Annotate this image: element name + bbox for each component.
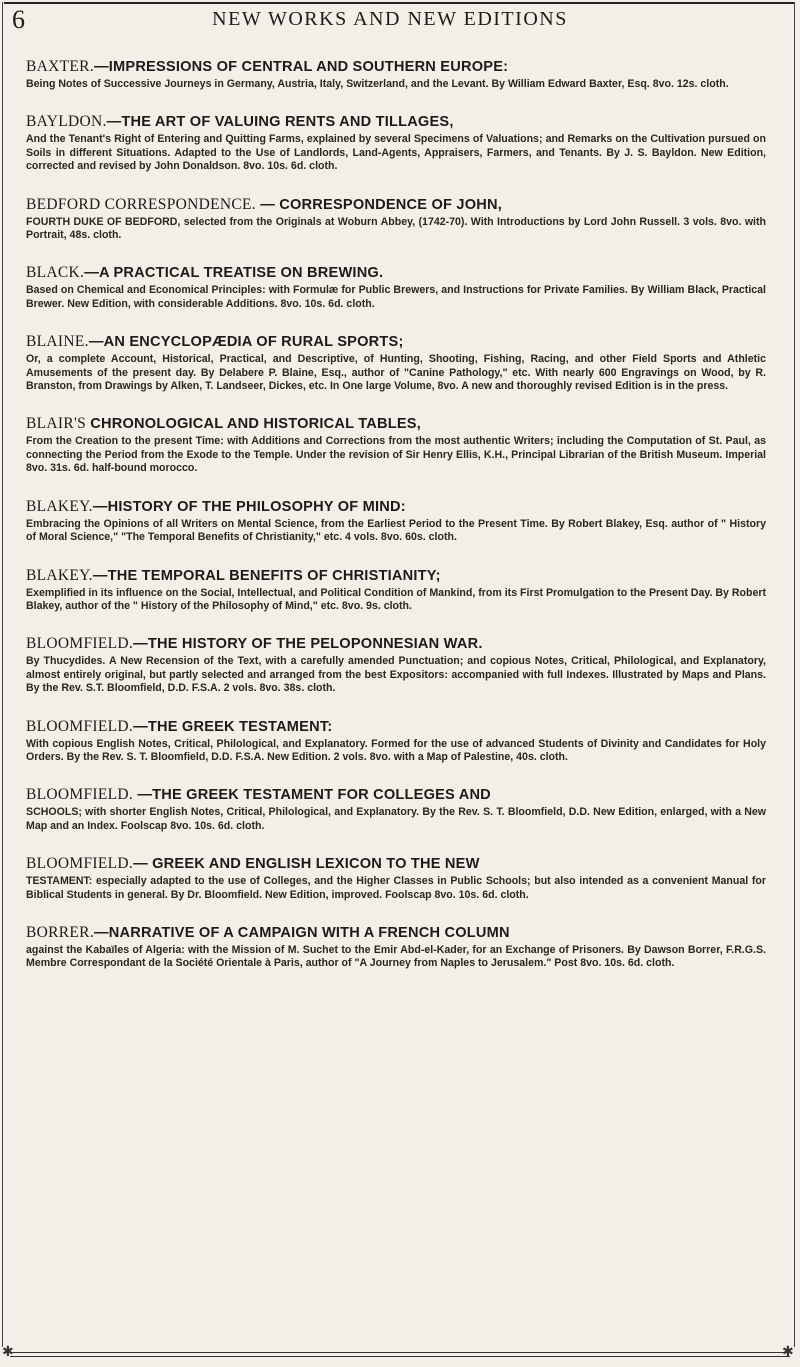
catalogue-entries <box>26 58 766 993</box>
entry-heading <box>26 718 766 736</box>
catalogue-entry <box>26 264 766 311</box>
entry-description: Based on Chemical and Economical Principles: with Formulæ for Public Brewers, and Instructions for Private Families. By William Black, Practical Brewer. New Edition, with considerable Additions. 8vo. 10s. 6d. cloth. <box>26 284 766 310</box>
catalogue-entry <box>26 567 766 614</box>
entry-heading <box>26 415 766 433</box>
entry-description: From the Creation to the present Time: with Additions and Corrections from the most authentic Writers; including the Computation of St. Paul, as connecting the Period from the Exode to the Temple. Under the revision of Sir Henry Ellis, K.H., Principal Librarian of the British Museum. Imperial 8vo. 31s. 6d. half-bound morocco. <box>26 435 766 475</box>
entry-author: BLAKEY. <box>26 497 93 515</box>
entry-title: — CORRESPONDENCE OF JOHN, <box>255 196 502 213</box>
entry-heading <box>26 113 766 131</box>
entry-heading <box>26 264 766 282</box>
entry-author: BAXTER. <box>26 58 94 75</box>
entry-author: BLOOMFIELD. <box>26 855 134 873</box>
page-header <box>0 2 800 36</box>
entry-description: FOURTH DUKE OF BEDFORD, selected from the Originals at Woburn Abbey, (1742-70). With Introductions by Lord John Russell. 3 vols. 8vo. with Portrait, 48s. cloth. <box>26 215 766 242</box>
entry-title: — GREEK AND ENGLISH LEXICON TO THE NEW <box>133 856 480 873</box>
entry-description: TESTAMENT: especially adapted to the use of Colleges, and the Higher Classes in Public Schools; but also intended as a convenient Manual for Biblical Students in general. By Dr. Bloomfield. New Edition, improved. Foolscap 8vo. 10s. 6d. cloth. <box>26 875 766 901</box>
entry-author: BLOOMFIELD. <box>26 717 134 735</box>
entry-author: BLACK. <box>26 264 85 282</box>
entry-description: Being Notes of Successive Journeys in Germany, Austria, Italy, Switzerland, and the Levant. By William Edward Baxter, Esq. 8vo. 12s. cloth. <box>26 78 729 90</box>
entry-heading <box>26 333 766 351</box>
entry-title: —THE TEMPORAL BENEFITS OF CHRISTIANITY; <box>92 567 441 584</box>
catalogue-entry <box>26 58 766 91</box>
right-ornament-icon: ✱ <box>782 1345 794 1360</box>
catalogue-entry <box>26 498 766 545</box>
entry-heading <box>26 855 766 873</box>
entry-description: Exemplified in its influence on the Social, Intellectual, and Political Condition of Mankind, from its First Promulgation to the Present Day. By Robert Blakey, author of the " History of the Philosophy of Mind," etc. 8vo. 9s. cloth. <box>26 586 766 612</box>
entry-author: BEDFORD CORRESPONDENCE. <box>26 195 256 213</box>
page-number: 6 <box>12 5 25 34</box>
catalogue-entry <box>26 635 766 695</box>
entry-description: With copious English Notes, Critical, Philological, and Explanatory. Formed for the use of advanced Students of Divinity and Candidates for Holy Orders. By the Rev. S. T. Bloomfield, D.D. F.S.A. New Edition. 2 vols. 8vo. with a Map of Palestine, 40s. cloth. <box>26 737 766 763</box>
left-margin-rule <box>2 2 3 1347</box>
entry-title: —A PRACTICAL TREATISE ON BREWING. <box>84 265 384 282</box>
catalogue-entry <box>26 113 766 173</box>
right-margin-rule <box>794 2 795 1347</box>
entry-description: By Thucydides. A New Recension of the Text, with a carefully amended Punctuation; and copious Notes, Critical, Philological, and Explanatory, almost entirely original, but partly selected and arranged from the best Expositors: accompanied with full Indexes. Illustrated by Maps and Plans. By the Rev. S.T. Bloomfield, D.D. F.S.A. 2 vols. 8vo. 38s. cloth. <box>26 655 766 695</box>
entry-author: BLAKEY. <box>26 566 93 584</box>
bottom-rule <box>10 1352 790 1357</box>
entry-title: —NARRATIVE OF A CAMPAIGN WITH A FRENCH COLUMN <box>94 924 510 941</box>
entry-title: CHRONOLOGICAL AND HISTORICAL TABLES, <box>86 416 421 433</box>
catalogue-entry <box>26 333 766 393</box>
entry-author: BLOOMFIELD. <box>26 786 134 804</box>
entry-title: —THE ART OF VALUING RENTS AND TILLAGES, <box>106 114 454 131</box>
catalogue-entry <box>26 786 766 833</box>
entry-author: BLOOMFIELD. <box>26 635 134 653</box>
entry-description: SCHOOLS; with shorter English Notes, Critical, Philological, and Explanatory. By the Rev. S. T. Bloomfield, D.D. New Edition, enlarged, with a New Map and an Index. Foolscap 8vo. 10s. 6d. cloth. <box>26 806 766 832</box>
catalogue-entry <box>26 196 766 243</box>
entry-heading <box>26 196 766 214</box>
entry-heading <box>26 567 766 585</box>
entry-author: BLAINE. <box>26 333 89 351</box>
entry-heading <box>26 58 766 76</box>
entry-heading <box>26 498 766 516</box>
entry-description: And the Tenant's Right of Entering and Quitting Farms, explained by several Specimens of Valuations; and Remarks on the Cultivation pursued on Soils in different Situations. Adapted to the Use of Landlords, Land-Agents, Appraisers, Farmers, and Tenants. By J. S. Bayldon. New Edition, corrected and revised by John Donaldson. 8vo. 10s. 6d. cloth. <box>26 133 766 173</box>
entry-title: —THE GREEK TESTAMENT FOR COLLEGES AND <box>133 787 491 804</box>
catalogue-entry <box>26 718 766 765</box>
entry-author: BLAIR'S <box>26 415 87 433</box>
catalogue-entry <box>26 855 766 902</box>
entry-title: —AN ENCYCLOPÆDIA OF RURAL SPORTS; <box>88 334 404 351</box>
entry-description: against the Kabaïles of Algeria: with the Mission of M. Suchet to the Emir Abd-el-Kader, for an Exchange of Prisoners. By Dawson Borrer, F.R.G.S. Membre Correspondant de la Société Orientale à Paris, author of "A Journey from Naples to Jerusalem." Post 8vo. 10s. 6d. cloth. <box>26 943 766 970</box>
left-ornament-icon: ✱ <box>2 1345 14 1360</box>
catalogue-entry <box>26 415 766 475</box>
entry-author: BORRER. <box>26 923 94 941</box>
entry-author: BAYLDON. <box>26 113 107 131</box>
entry-title: —THE HISTORY OF THE PELOPONNESIAN WAR. <box>133 636 483 653</box>
entry-description: Embracing the Opinions of all Writers on Mental Science, from the Earliest Period to the Present Time. By Robert Blakey, Esq. author of " History of Moral Science," "The Temporal Benefits of Christianity," etc. 4 vols. 8vo. 60s. cloth. <box>26 517 766 544</box>
entry-heading <box>26 924 766 942</box>
entry-title: —HISTORY OF THE PHILOSOPHY OF MIND: <box>92 498 406 515</box>
running-title: NEW WORKS AND NEW EDITIONS <box>212 8 568 30</box>
entry-title: —IMPRESSIONS OF CENTRAL AND SOUTHERN EUROPE: <box>93 59 509 75</box>
entry-heading <box>26 635 766 653</box>
entry-description: Or, a complete Account, Historical, Practical, and Descriptive, of Hunting, Shooting, Fishing, Racing, and other Field Sports and Athletic Amusements of the present day. By Delabere P. Blaine, Esq., author of "Canine Pathology," etc. With nearly 600 Engravings on Wood, by R. Branston, from Drawings by Alken, T. Landseer, Dickes, etc. In One large Volume, 8vo. A new and thoroughly revised Edition is in the press. <box>26 353 766 393</box>
catalogue-entry <box>26 924 766 971</box>
entry-title: —THE GREEK TESTAMENT: <box>133 718 333 735</box>
entry-heading <box>26 786 766 804</box>
